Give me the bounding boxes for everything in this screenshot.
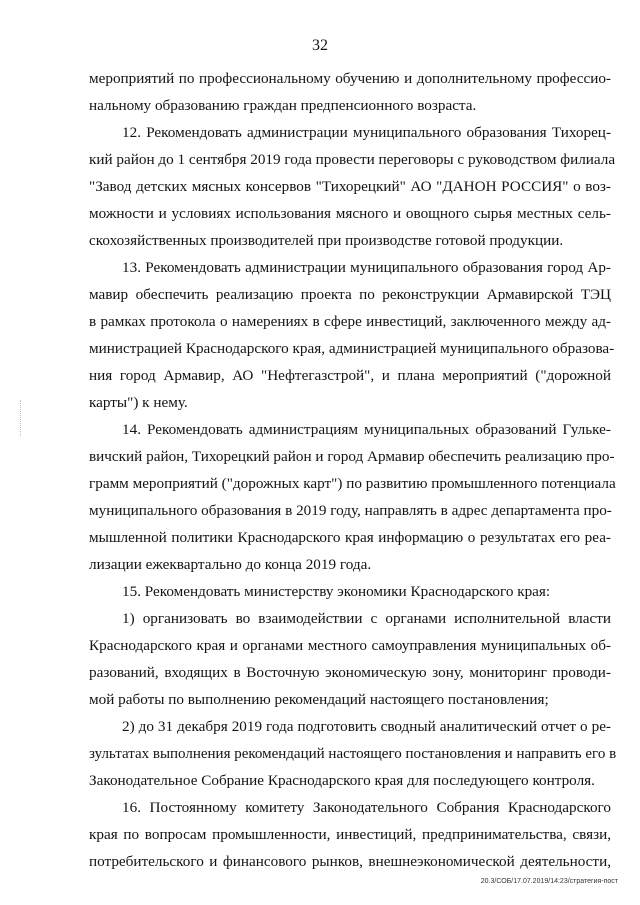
text-line: можности и условиях использования мясного и овощного сырья местных сель- (89, 205, 611, 222)
margin-mark (20, 400, 23, 436)
text-line: мышленной политики Краснодарского края информацию о результатах его реа- (89, 529, 611, 546)
document-footer-code: 20.3/СОБ/17.07.2019/14:23/стратегия-пост (480, 878, 618, 885)
text-line: 15. Рекомендовать министерству экономики Краснодарского края: (122, 583, 551, 600)
text-line: "Завод детских мясных консервов "Тихорецкий" АО "ДАНОН РОССИЯ" о воз- (89, 178, 611, 195)
text-line: кий район до 1 сентября 2019 года провести переговоры с руководством филиала (89, 151, 616, 168)
text-line: края по вопросам промышленности, инвестиций, предпринимательства, связи, (89, 826, 611, 843)
text-line: 13. Рекомендовать администрации муниципального образования город Ар- (122, 259, 611, 276)
text-line: мавир обеспечить реализацию проекта по реконструкции Армавирской ТЭЦ (89, 286, 611, 303)
text-line: 14. Рекомендовать администрациям муниципальных образований Гульке- (122, 421, 611, 438)
text-line: 2) до 31 декабря 2019 года подготовить сводный аналитический отчет о ре- (122, 718, 611, 735)
text-line: муниципального образования в 2019 году, направлять в адрес департамента про- (89, 502, 612, 519)
text-line: вичский район, Тихорецкий район и город Армавир обеспечить реализацию про- (89, 448, 615, 465)
text-line: 16. Постоянному комитету Законодательного Собрания Краснодарского (122, 799, 611, 816)
text-line: 1) организовать во взаимодействии с органами исполнительной власти (122, 610, 611, 627)
text-line: мой работы по выполнению рекомендаций настоящего постановления; (89, 691, 549, 708)
text-line: карты") к нему. (89, 394, 188, 411)
text-line: Краснодарского края и органами местного самоуправления муниципальных об- (89, 637, 611, 654)
text-line: нальному образованию граждан предпенсионного возраста. (89, 97, 477, 114)
text-line: мероприятий по профессиональному обучению и дополнительному профессио- (89, 70, 611, 87)
text-line: лизации ежеквартально до конца 2019 года. (89, 556, 372, 573)
text-line: грамм мероприятий ("дорожных карт") по развитию промышленного потенциала (89, 475, 616, 492)
text-line: в рамках протокола о намерениях в сфере инвестиций, заключенного между ад- (89, 313, 611, 330)
page-number: 32 (312, 37, 328, 54)
text-line: разований, входящих в Восточную экономическую зону, мониторинг проводи- (89, 664, 611, 681)
text-line: зультатах выполнения рекомендаций настоящего постановления и направить его в (89, 746, 617, 762)
text-line: министрацией Краснодарского края, администрацией муниципального образова- (89, 340, 615, 357)
text-line: ния город Армавир, АО "Нефтегазстрой", и плана мероприятий ("дорожной (89, 367, 611, 384)
text-line: Законодательное Собрание Краснодарского края для последующего контроля. (89, 772, 595, 789)
text-line: 12. Рекомендовать администрации муниципального образования Тихорец- (122, 124, 611, 141)
text-line: потребительского и финансового рынков, внешнеэкономической деятельности, (89, 853, 611, 870)
text-line: скохозяйственных производителей при производстве готовой продукции. (89, 232, 564, 249)
